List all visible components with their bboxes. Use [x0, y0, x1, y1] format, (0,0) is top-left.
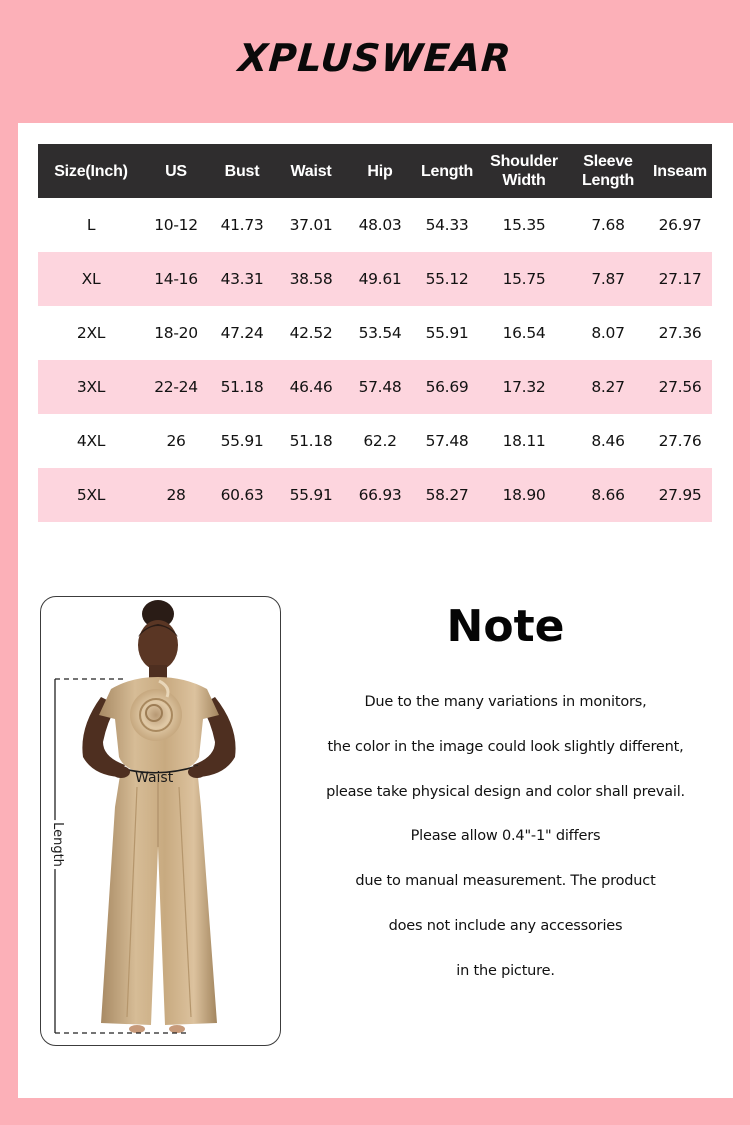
cell-bust: 60.63	[208, 468, 276, 522]
cell-size: 5XL	[38, 468, 144, 522]
cell-waist: 51.18	[289, 432, 333, 450]
model-illustration	[41, 597, 281, 1046]
cell-us: 22-24	[144, 360, 208, 414]
cell-bust: 55.91	[220, 432, 264, 450]
table-row	[38, 306, 712, 360]
cell-length: 58.27	[414, 468, 480, 522]
note-title: Note	[446, 601, 565, 652]
cell-shoulder: 15.35	[502, 216, 546, 234]
note-line: Please allow 0.4"-1" differs	[410, 828, 601, 845]
cell-hip: 49.61	[346, 252, 414, 306]
cell-us: 28	[144, 468, 208, 522]
size-chart-card	[18, 123, 733, 1098]
header-sleeve-line1: Sleeve	[583, 153, 633, 170]
header-sleeve-line2: Length	[581, 172, 635, 189]
cell-size: XL	[38, 252, 144, 306]
cell-shoulder: 16.54	[502, 324, 546, 342]
cell-inseam: 27.95	[648, 468, 712, 522]
header-bust: Bust	[208, 144, 276, 198]
cell-hip: 57.48	[346, 360, 414, 414]
cell-sleeve: 8.66	[568, 468, 648, 522]
note-line: in the picture.	[456, 962, 555, 979]
header-inseam: Inseam	[648, 144, 712, 198]
cell-sleeve: 7.87	[568, 252, 648, 306]
cell-hip: 62.2	[363, 432, 397, 450]
header-length: Length	[414, 144, 480, 198]
table-row	[38, 198, 712, 252]
cell-us: 26	[166, 432, 186, 450]
cell-inseam: 27.56	[648, 360, 712, 414]
header-size: Size(Inch)	[38, 144, 144, 198]
cell-sleeve: 7.68	[591, 216, 625, 234]
cell-waist: 46.46	[276, 360, 346, 414]
cell-size: 2XL	[76, 324, 106, 342]
cell-inseam: 27.36	[658, 324, 702, 342]
table-row	[38, 414, 712, 468]
cell-shoulder: 15.75	[480, 252, 568, 306]
cell-sleeve: 8.07	[591, 324, 625, 342]
cell-waist: 42.52	[289, 324, 333, 342]
cell-length: 55.91	[425, 324, 469, 342]
header-waist: Waist	[276, 144, 346, 198]
cell-us: 18-20	[154, 324, 198, 342]
length-label: Length	[49, 822, 65, 867]
header-us: US	[144, 144, 208, 198]
table-header-row	[38, 144, 712, 198]
cell-sleeve: 8.46	[591, 432, 625, 450]
cell-sleeve: 8.27	[568, 360, 648, 414]
header-sleeve-length	[568, 144, 648, 198]
header-hip: Hip	[346, 144, 414, 198]
cell-bust: 41.73	[220, 216, 264, 234]
cell-waist: 37.01	[289, 216, 333, 234]
note-text	[298, 690, 713, 1004]
cell-size: 4XL	[76, 432, 106, 450]
cell-us: 10-12	[154, 216, 198, 234]
header-shoulder-width	[480, 144, 568, 198]
cell-hip: 48.03	[358, 216, 402, 234]
cell-length: 57.48	[425, 432, 469, 450]
cell-waist: 38.58	[276, 252, 346, 306]
note-line: due to manual measurement. The product	[355, 873, 656, 890]
cell-shoulder: 18.11	[502, 432, 546, 450]
note-line: Due to the many variations in monitors,	[364, 694, 647, 710]
header-shoulder-line2: Width	[502, 172, 546, 189]
cell-shoulder: 17.32	[480, 360, 568, 414]
size-table	[38, 144, 712, 522]
table-row	[38, 360, 712, 414]
cell-us: 14-16	[144, 252, 208, 306]
cell-length: 54.33	[425, 216, 469, 234]
note-line: does not include any accessories	[388, 917, 623, 934]
table-row	[38, 252, 712, 306]
cell-hip: 66.93	[346, 468, 414, 522]
table-row	[38, 468, 712, 522]
cell-length: 55.12	[414, 252, 480, 306]
cell-shoulder: 18.90	[480, 468, 568, 522]
cell-size: 3XL	[38, 360, 144, 414]
note-line: the color in the image could look slightly different,	[327, 738, 684, 755]
cell-bust: 47.24	[220, 324, 264, 342]
cell-inseam: 26.97	[658, 216, 702, 234]
header-shoulder-line1: Shoulder	[490, 153, 558, 170]
cell-bust: 43.31	[208, 252, 276, 306]
cell-length: 56.69	[414, 360, 480, 414]
cell-bust: 51.18	[208, 360, 276, 414]
brand-logo: XPLUSWEAR	[236, 36, 514, 80]
cell-waist: 55.91	[276, 468, 346, 522]
note-line: please take physical design and color shall prevail.	[326, 783, 685, 800]
cell-size: L	[86, 216, 96, 234]
waist-label: Waist	[135, 770, 174, 786]
cell-hip: 53.54	[358, 324, 402, 342]
cell-inseam: 27.76	[658, 432, 702, 450]
model-figure-panel	[40, 596, 281, 1046]
cell-inseam: 27.17	[648, 252, 712, 306]
